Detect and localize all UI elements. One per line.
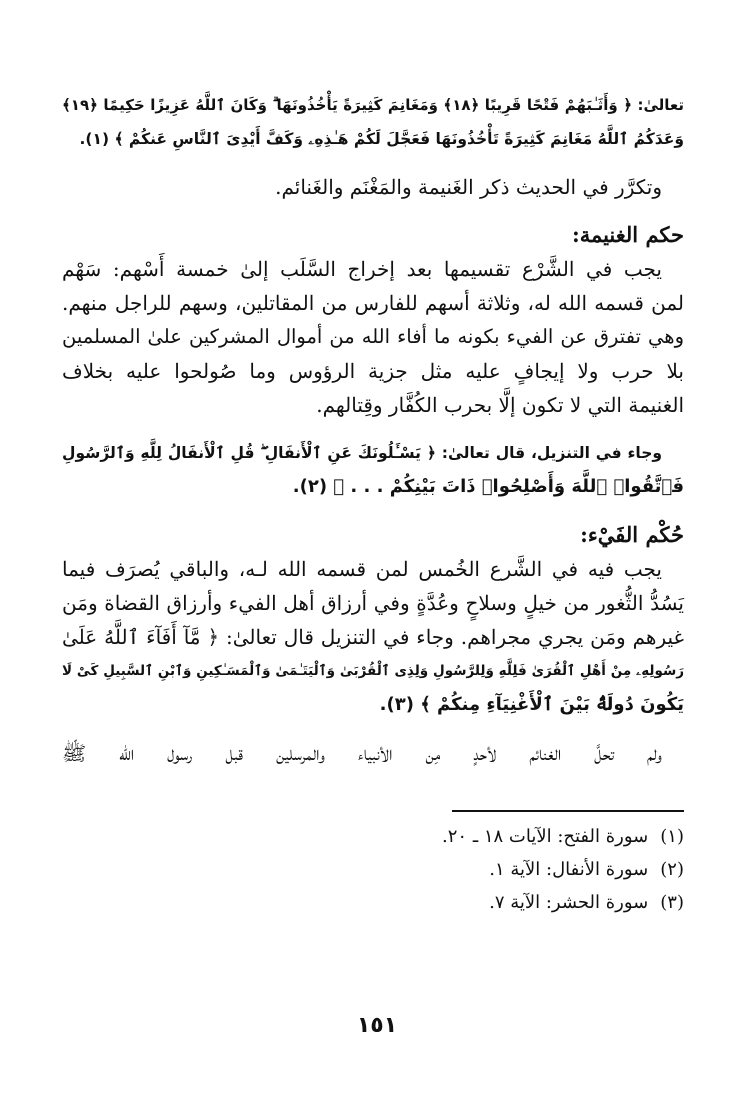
body-line: يَسُدُّ الثُّغور من خيلٍ وسلاحٍ وعُدَّةٍ وفي أرزاق أهل الفيء وأرزاق القضاة ومَن bbox=[62, 591, 684, 615]
page-body bbox=[62, 88, 684, 1060]
verse-line: وَعَدَكُمُ ٱللَّهُ مَغَانِمَ كَثِيرَةً تَأْخُذُونَهَا فَعَجَّلَ لَكُمْ هَـٰذِهِۦ وَكَفَّ أَيْدِىَ ٱلنَّاسِ عَنكُمْ ﴾ (١). bbox=[79, 130, 684, 148]
verse-line: وجاء في التنزيل، قال تعالىٰ: ﴿ يَسْـَٔلُونَكَ عَنِ ٱلْأَنفَالِ ۖ قُلِ ٱلْأَنفَالُ لِلَّهِ وَٱلرَّسُولِ bbox=[62, 444, 662, 462]
paragraph-mention: وتكرَّر في الحديث ذكر الغَنيمة والمَغْنَم والغَنائم. bbox=[275, 175, 662, 199]
footnote-marker: (١) bbox=[660, 826, 684, 847]
body-line: الغنيمة التي لا تكون إلَّا بحرب الكُفَّار وقِتالهم. bbox=[316, 393, 684, 417]
footnote bbox=[62, 853, 684, 886]
footnote-text: سورة الفتح: الآيات ١٨ ـ ٢٠. bbox=[442, 826, 649, 847]
footnotes bbox=[62, 820, 684, 919]
footnote bbox=[62, 886, 684, 919]
body-line: لمن قسمه الله له، وثلاثة أسهم للفارس من المقاتلين، وسهم للراجل منهم. bbox=[62, 291, 684, 315]
body-line: وهي تفترق عن الفيء بكونه ما أفاء الله من أموال المشركين علىٰ المسلمين bbox=[62, 325, 684, 348]
verse-line: فَٱتَّقُوا۟ ٱللَّهَ وَأَصْلِحُوا۟ ذَاتَ بَيْنِكُمْ . . . ﴾ (٢). bbox=[292, 476, 684, 497]
body-line: بلا حرب ولا إيجافٍ عليه مثل جزية الرؤوس وما صُولحوا عليه بخلاف bbox=[62, 359, 684, 383]
verse-line: تعالىٰ: ﴿ وَأَثَـٰبَهُمْ فَتْحًا قَرِيبًا ﴿١٨﴾ وَمَغَانِمَ كَثِيرَةً يَأْخُذُونَهَا ۗ وَكَانَ ٱللَّهُ عَزِيزًا حَكِيمًا ﴿١٩﴾ bbox=[62, 96, 685, 114]
footnote-text: سورة الحشر: الآية ٧. bbox=[489, 892, 649, 913]
closing-line: ولم تحلَّ الغنائم لأحدٍ مِن الأنبياء والمرسلين قبل رسول الله ﷺ bbox=[62, 741, 662, 765]
footnote-text: سورة الأنفال: الآية ١. bbox=[489, 859, 649, 880]
body-line: غيرهم ومَن يجري مجراهم. وجاء في التنزيل قال تعالىٰ: ﴿ مَّآ أَفَآءَ ٱللَّهُ عَلَىٰ bbox=[62, 625, 684, 649]
footnote-marker: (٣) bbox=[660, 892, 684, 913]
section-heading-ghanima: حكم الغنيمة: bbox=[571, 222, 684, 247]
footnote-separator bbox=[452, 810, 684, 812]
footnote-marker: (٢) bbox=[660, 859, 684, 880]
verse-line: رَسُولِهِۦ مِنْ أَهْلِ ٱلْقُرَىٰ فَلِلَّهِ وَلِلرَّسُولِ وَلِذِى ٱلْقُرْبَىٰ وَٱلْيَتَـٰمَىٰ وَٱلْمَسَـٰكِينِ وَٱبْنِ ٱلسَّبِيلِ كَىْ لَا bbox=[62, 663, 684, 679]
section-heading-fay: حُكْم الفَيْء: bbox=[580, 522, 684, 547]
page-number: ١٥١ bbox=[356, 1013, 398, 1038]
footnote bbox=[62, 820, 684, 853]
body-line: يجب فيه في الشَّرع الخُمس لمن قسمه الله لـه، والباقي يُصرَف فيما bbox=[62, 557, 662, 581]
verse-line: يَكُونَ دُولَةًۢ بَيْنَ ٱلْأَغْنِيَآءِ مِنكُمْ ﴾ (٣). bbox=[379, 694, 684, 715]
body-line: يجب في الشَّرْع تقسيمها بعد إخراج السَّلَب إلىٰ خمسة أَسْهم: سَهْم bbox=[62, 257, 662, 281]
